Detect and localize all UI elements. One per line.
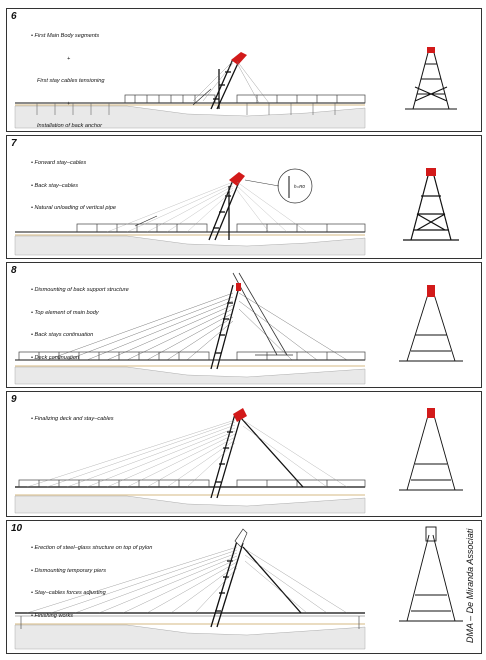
stage-panel-7 — [6, 135, 482, 259]
pylon-top-segment — [233, 408, 247, 422]
note-line: • Finishing works — [31, 612, 74, 619]
note-line: First stay cables tensioning — [37, 78, 105, 84]
note-line: • First Main Body segments — [31, 33, 100, 39]
stage-number: 10 — [11, 523, 23, 534]
note-line: • Back stays continuation — [31, 332, 94, 338]
stage-number: 7 — [11, 138, 17, 149]
stage-panel-10 — [6, 520, 482, 654]
stage-notes — [31, 145, 116, 228]
note-line: + — [67, 100, 71, 107]
stage-number: 8 — [11, 265, 17, 276]
steel-glass-top — [235, 529, 247, 547]
ground-section — [15, 496, 365, 513]
pylon-segments — [211, 285, 239, 369]
pylon-elevation-8 — [399, 291, 463, 361]
note-line: • Dismounting of back support structure — [31, 287, 129, 293]
note-line: • Stay–cables forces adjusting — [31, 590, 106, 596]
pylon-elevation-7-top — [426, 168, 436, 176]
detail-label: h=R0 — [294, 184, 305, 189]
pylon-elevation-10 — [399, 527, 463, 621]
note-line: • Erection of steel–glass structure on top of pylon — [31, 545, 153, 551]
stage-number: 9 — [11, 394, 17, 405]
stage-7-arrow — [135, 216, 157, 226]
note-line: • Dismounting temporary piers — [31, 567, 107, 574]
pylon-elevation-6-top — [427, 47, 435, 53]
stage-notes — [31, 530, 152, 635]
stage-panel-8 — [6, 262, 482, 388]
note-line: • Deck continuation — [31, 354, 79, 361]
pylon-elevation-6 — [405, 49, 457, 109]
note-line: • Top element of main body — [31, 309, 99, 316]
note-line: + — [67, 55, 71, 62]
launching-falsework — [19, 480, 365, 487]
crane-boom — [233, 273, 293, 355]
ground-section — [15, 236, 365, 255]
pylon-segments — [209, 180, 239, 240]
stage-panel-9 — [6, 391, 482, 517]
note-line: • Forward stay–cables — [31, 160, 87, 166]
pylon — [211, 541, 301, 627]
note-line: • Finalizing deck and stay–cables — [31, 416, 114, 422]
pylon — [211, 414, 303, 498]
detail-leader — [245, 180, 279, 186]
pylon-top-segment — [231, 52, 247, 65]
note-line: • Back stay–cables — [31, 182, 79, 189]
pylon-elevation-9 — [399, 412, 463, 490]
stage-panel-6 — [6, 8, 482, 132]
pylon-elevation-9-top — [427, 408, 435, 418]
credit-text: DMA – De Miranda Associati — [465, 528, 475, 643]
pylon-top-segment — [236, 283, 241, 291]
stay-cables — [193, 61, 269, 103]
stage-number: 6 — [11, 11, 17, 22]
stage-notes — [31, 401, 114, 439]
pylon-elevation-8-top — [427, 285, 435, 297]
note-line: • Natural unloading of vertical pipe — [31, 205, 116, 211]
pylon-elevation-7 — [403, 172, 459, 240]
note-line: Installation of back anchor — [37, 123, 102, 129]
stage-notes — [31, 272, 129, 377]
launching-falsework — [125, 95, 365, 103]
